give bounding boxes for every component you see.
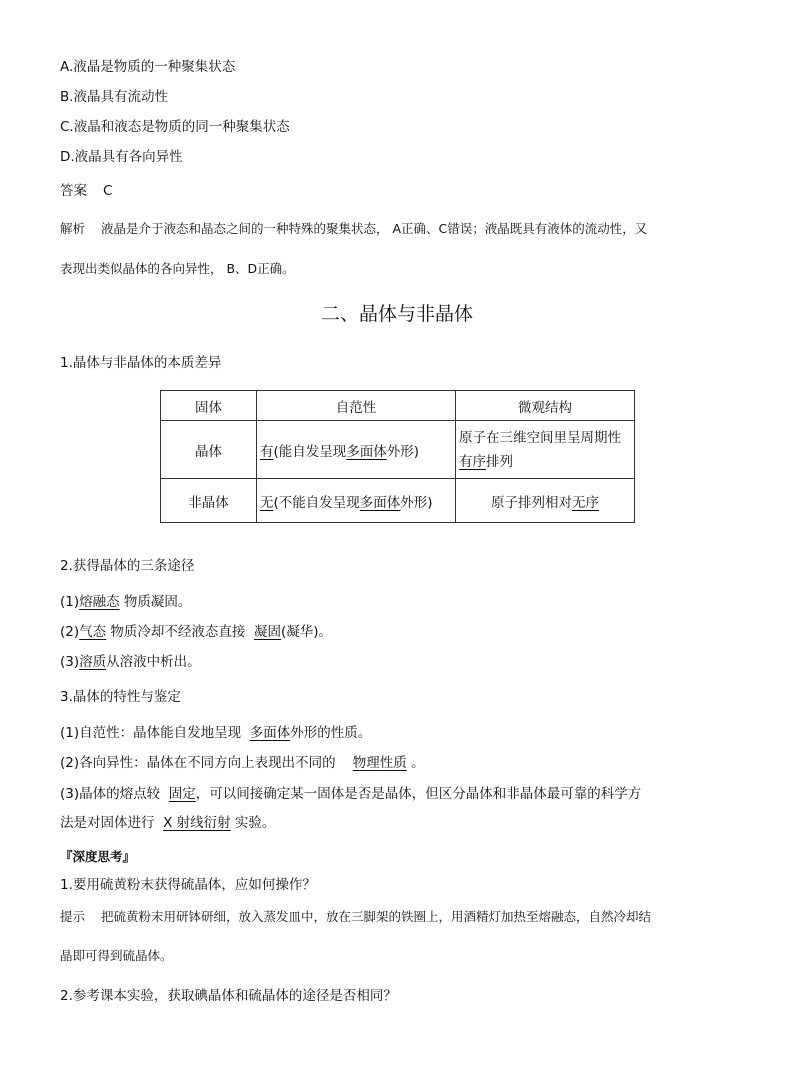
answer-value: C bbox=[103, 183, 113, 199]
deep-thinking-heading: 『深度思考』 bbox=[60, 849, 136, 864]
hint-line-1: 提示 把硫黄粉末用研钵研细，放入蒸发皿中，放在三脚架的铁圈上，用酒精灯加热至熔融态，自然冷却结 bbox=[60, 909, 652, 924]
analysis-text-2: 表现出类似晶体的各向异性， B、D正确。 bbox=[60, 261, 295, 276]
question-1: 1.要用硫黄粉末获得硫晶体，应如何操作？ bbox=[60, 877, 316, 893]
property-item-2: (2)各向异性：晶体在不同方向上表现出不同的 物理性质 。 bbox=[60, 755, 425, 771]
question-2: 2.参考课本实验，获取碘晶体和硫晶体的途径是否相同？ bbox=[60, 988, 397, 1004]
path-item-2: (2)气态 物质冷却不经液态直接 凝固(凝华)。 bbox=[60, 624, 333, 640]
header-microstructure: 微观结构 bbox=[456, 391, 635, 421]
heading-properties: 3.晶体的特性与鉴定 bbox=[60, 689, 181, 705]
property-item-3-cont: 法是对固体进行 X 射线衍射 实验。 bbox=[60, 815, 276, 831]
row-self-crystal: 有(能自发呈现多面体外形) bbox=[257, 421, 456, 479]
answer-line bbox=[60, 182, 112, 200]
section-title: 二、晶体与非晶体 bbox=[320, 303, 473, 325]
table-header-row bbox=[161, 391, 635, 421]
path-item-3: (3)溶质从溶液中析出。 bbox=[60, 654, 201, 670]
row-micro-amorphous: 原子排列相对无序 bbox=[456, 479, 635, 523]
property-item-1: (1)自范性：晶体能自发地呈现 多面体外形的性质。 bbox=[60, 725, 372, 741]
path-item-1: (1)熔融态 物质凝固。 bbox=[60, 594, 192, 610]
table-row bbox=[161, 479, 635, 523]
row-name-amorphous: 非晶体 bbox=[161, 479, 257, 523]
option-a: A.液晶是物质的一种聚集状态 bbox=[60, 59, 236, 75]
row-name-crystal: 晶体 bbox=[161, 421, 257, 479]
comparison-table bbox=[160, 390, 635, 523]
property-item-3: (3)晶体的熔点较 固定，可以间接确定某一固体是否是晶体，但区分晶体和非晶体最可靠的科学方 bbox=[60, 786, 642, 802]
analysis-label: 解析 bbox=[60, 221, 86, 236]
table-row bbox=[161, 421, 635, 479]
analysis-text-1: 液晶是介于液态和晶态之间的一种特殊的聚集状态， A正确、C错误；液晶既具有液体的流动性，又 bbox=[101, 221, 648, 236]
option-c: C.液晶和液态是物质的同一种聚集状态 bbox=[60, 119, 290, 135]
option-b: B.液晶具有流动性 bbox=[60, 89, 169, 105]
header-solid: 固体 bbox=[161, 391, 257, 421]
heading-essence: 1.晶体与非晶体的本质差异 bbox=[60, 355, 222, 371]
heading-paths: 2.获得晶体的三条途径 bbox=[60, 558, 195, 574]
row-self-amorphous: 无(不能自发呈现多面体外形) bbox=[257, 479, 456, 523]
analysis-line-1 bbox=[60, 220, 647, 238]
row-micro-crystal: 原子在三维空间里呈周期性 有序排列 bbox=[456, 421, 635, 479]
hint-line-2: 晶即可得到硫晶体。 bbox=[60, 948, 173, 963]
header-self-shaping: 自范性 bbox=[257, 391, 456, 421]
hint-label: 提示 bbox=[60, 909, 86, 924]
answer-label: 答案 bbox=[60, 183, 87, 199]
option-d: D.液晶具有各向异性 bbox=[60, 149, 183, 165]
